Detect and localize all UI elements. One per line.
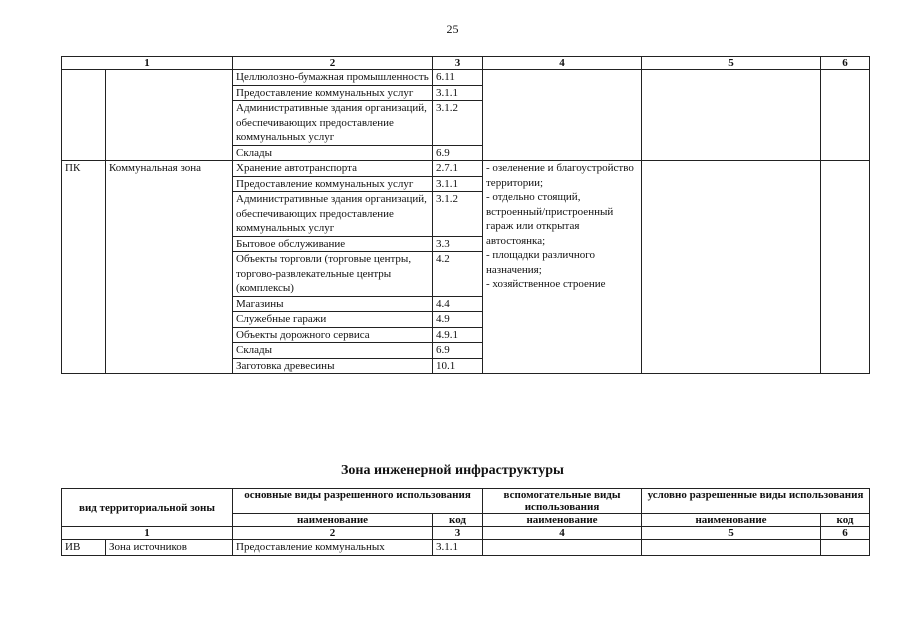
use-code: 3.1.1 (433, 85, 483, 101)
use-name: Бытовое обслуживание (233, 236, 433, 252)
use-code: 6.9 (433, 145, 483, 161)
column-number: 3 (433, 57, 483, 70)
use-code: 3.1.1 (433, 176, 483, 192)
subheader-name: наименование (483, 514, 642, 527)
aux-uses-cell (483, 161, 642, 374)
conditional-uses-cell (642, 70, 821, 161)
use-name: Предоставление коммунальных (233, 540, 433, 556)
zone-name-cell (106, 70, 233, 161)
conditional-code-cell (821, 70, 870, 161)
header-conditional-uses: условно разрешенные виды использования (642, 489, 870, 514)
use-code: 4.2 (433, 252, 483, 297)
subheader-code: код (433, 514, 483, 527)
header-aux-uses: вспомогательные виды использования (483, 489, 642, 514)
zone-regulations-table (61, 56, 870, 374)
use-code: 6.9 (433, 343, 483, 359)
use-name: Склады (233, 145, 433, 161)
use-code: 4.9 (433, 312, 483, 328)
use-code: 4.9.1 (433, 327, 483, 343)
use-name: Административные здания организаций, обеспечивающих предоставление коммунальных услуг (233, 101, 433, 146)
use-code: 3.3 (433, 236, 483, 252)
subheader-code: код (821, 514, 870, 527)
use-code: 10.1 (433, 358, 483, 374)
zone-code: ИВ (62, 540, 106, 556)
column-number: 6 (821, 527, 870, 540)
use-name: Заготовка древесины (233, 358, 433, 374)
table-row (62, 161, 870, 177)
section-title: Зона инженерной инфраструктуры (341, 463, 564, 478)
subheader-name: наименование (233, 514, 433, 527)
use-name: Административные здания организаций, обеспечивающих предоставление коммунальных услуг (233, 192, 433, 237)
conditional-code-cell (821, 161, 870, 374)
header-main-uses: основные виды разрешенного использования (233, 489, 483, 514)
use-name: Служебные гаражи (233, 312, 433, 328)
aux-uses-cell (483, 540, 642, 556)
zone-name: Коммунальная зона (106, 161, 233, 374)
column-number: 3 (433, 527, 483, 540)
table-row (62, 540, 870, 556)
column-number: 1 (62, 57, 233, 70)
use-code: 3.1.2 (433, 101, 483, 146)
column-number: 2 (233, 527, 433, 540)
aux-use-item: - площадки различного назначения; (486, 249, 595, 276)
use-name: Целлюлозно-бумажная промышленность (233, 70, 433, 86)
zone-name: Зона источников (106, 540, 233, 556)
use-code: 4.4 (433, 296, 483, 312)
zone-code: ПК (62, 161, 106, 374)
header-row (62, 489, 870, 514)
column-number: 5 (642, 57, 821, 70)
use-code: 3.1.1 (433, 540, 483, 556)
header-zone-type: вид территориальной зоны (62, 489, 233, 527)
conditional-code-cell (821, 540, 870, 556)
column-number: 6 (821, 57, 870, 70)
column-number: 1 (62, 527, 233, 540)
use-name: Магазины (233, 296, 433, 312)
column-number: 4 (483, 527, 642, 540)
use-name: Хранение автотранспорта (233, 161, 433, 177)
use-name: Склады (233, 343, 433, 359)
zone-code-cell (62, 70, 106, 161)
aux-use-item: - отдельно стоящий, встроенный/пристроенный гараж или открытая автостоянка; (486, 191, 614, 247)
aux-use-item: - озеленение и благоустройство территории; (486, 162, 634, 189)
use-code: 2.7.1 (433, 161, 483, 177)
conditional-uses-cell (642, 161, 821, 374)
aux-uses-cell (483, 70, 642, 161)
use-name: Предоставление коммунальных услуг (233, 85, 433, 101)
page-number: 25 (446, 22, 459, 36)
use-code: 3.1.2 (433, 192, 483, 237)
subheader-name: наименование (642, 514, 821, 527)
column-number: 5 (642, 527, 821, 540)
column-number: 2 (233, 57, 433, 70)
use-name: Объекты дорожного сервиса (233, 327, 433, 343)
conditional-uses-cell (642, 540, 821, 556)
column-number-row (62, 57, 870, 70)
use-code: 6.11 (433, 70, 483, 86)
use-name: Объекты торговли (торговые центры, торгово-развлекательные центры (комплексы) (233, 252, 433, 297)
column-number: 4 (483, 57, 642, 70)
table-row (62, 70, 870, 86)
column-number-row (62, 527, 870, 540)
use-name: Предоставление коммунальных услуг (233, 176, 433, 192)
engineering-zone-table (61, 488, 870, 556)
aux-use-item: - хозяйственное строение (486, 278, 606, 290)
